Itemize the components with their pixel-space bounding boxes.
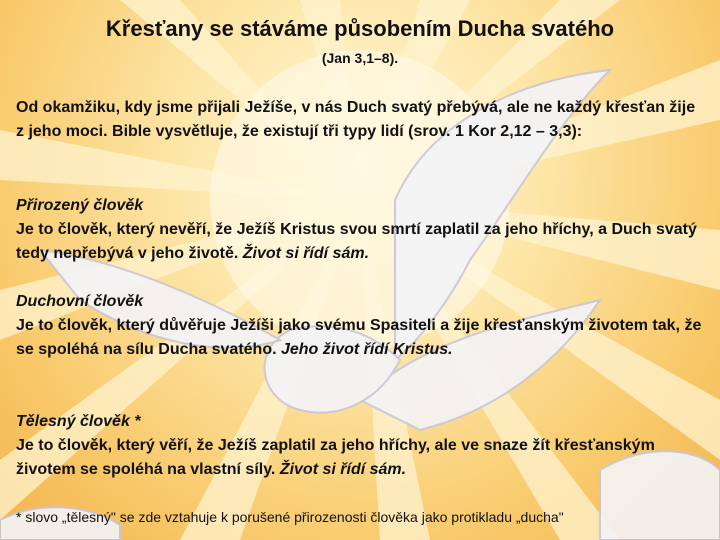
intro-paragraph: Od okamžiku, kdy jsme přijali Ježíše, v nás Duch svatý přebývá, ale ne každý křesťan žije z jeho moci. Bible vysvětluje, že existují tři typy lidí (srov. 1 Kor 2,12 – 3,3): (16, 99, 696, 140)
bible-reference: (Jan 3,1–8). (321, 50, 399, 66)
section-emphasis: Život si řídí sám. (279, 461, 407, 478)
section-body (16, 218, 706, 266)
section-emphasis: Jeho život řídí Kristus. (280, 341, 453, 358)
section-text: Je to člověk, který nevěří, že Ježíš Kristus svou smrtí zaplatil za jeho hříchy, a Duch svatý tedy nepřebývá v jeho životě. (16, 221, 697, 262)
section-text: Je to člověk, který důvěřuje Ježíši jako svému Spasiteli a žije křesťanským životem tak, že se spoléhá na sílu Ducha svatého. (16, 317, 702, 358)
footnote: * slovo „tělesný" se zde vztahuje k porušené přirozenosti člověka jako protikladu „ducha" (16, 509, 564, 525)
section-body (16, 314, 706, 362)
section-heading: Duchovní člověk (16, 293, 144, 310)
section-text: Je to člověk, který věří, že Ježíš zaplatil za jeho hříchy, ale ve snaze žít křesťanským životem se spoléhá na vlastní síly. (16, 437, 655, 478)
section-natural-man (16, 194, 706, 266)
section-heading: Přirozený člověk (16, 197, 144, 214)
section-heading: Tělesný člověk * (16, 413, 141, 430)
section-spiritual-man (16, 290, 706, 362)
section-body (16, 434, 706, 482)
section-carnal-man (16, 410, 706, 482)
section-emphasis: Život si řídí sám. (242, 245, 370, 262)
page-title: Křesťany se stáváme působením Ducha svatého (105, 16, 615, 41)
